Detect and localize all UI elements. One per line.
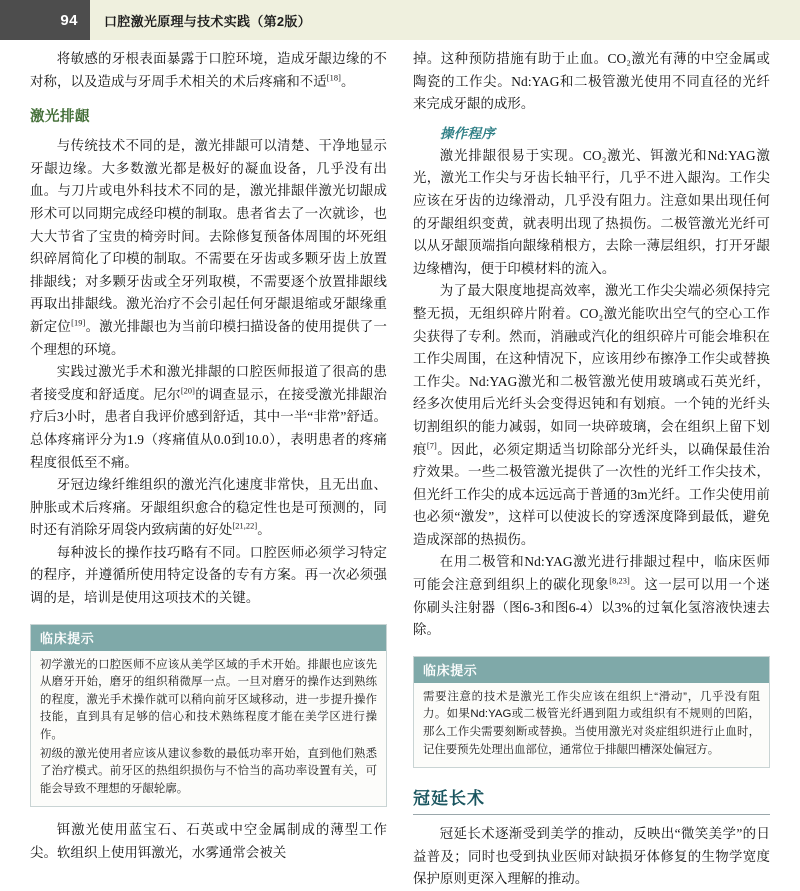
paragraph-text: 将敏感的牙根表面暴露于口腔环境，造成牙龈边缘的不对称，以及造成与牙周手术相关的术后疼痛和不适 (30, 51, 387, 89)
paragraph (30, 48, 387, 93)
clinical-tip-paragraph: 初级的激光使用者应该从建议参数的最低功率开始，直到他们熟悉了治疗模式。前牙区的热组织损伤与不恰当的高功率设置有关，可能会导致不理想的牙龈轮廓。 (40, 747, 377, 795)
paragraph (30, 474, 387, 542)
reference-marker: [7] (426, 441, 437, 451)
page-number-block (0, 0, 90, 40)
paragraph: 冠延长术逐渐受到美学的推动，反映出“微笑美学”的日益普及；同时也受到执业医师对缺损牙体修复的生物学宽度保护原则更深入理解的推动。 (413, 826, 770, 887)
paragraph-tail: 。激光排龈也为当前印模扫描设备的使用提供了一个理想的环境。 (30, 318, 387, 357)
paragraph-tail: 的调查显示，在接受激光排龈治疗后3小时，患者自我评价感到舒适，其中一半“非常”舒适。总体疼痛评分为1.9（疼痛值从0.0到10.0），表明患者的疼痛程度很低至不痛。 (30, 386, 387, 470)
paragraph (413, 280, 770, 551)
reference-marker: [20] (180, 386, 196, 396)
clinical-tip-box (413, 656, 770, 768)
page-columns (0, 48, 800, 887)
clinical-tip-body (31, 651, 386, 807)
paragraph-text: 实践过激光手术和激光排龈的口腔医师报道了很高的患者接受度和舒适度。尼尔 (30, 364, 387, 402)
page-number: 94 (60, 11, 78, 29)
paragraph: 激光排龈很易于实现。CO₂激光、铒激光和Nd:YAG激光，激光工作尖与牙齿长轴平行，几乎不进入龈沟。工作尖应该在牙齿的边缘滑动，几乎没有阻力。注意如果出现任何的牙龈组织变黄，就表明出现了热损伤。二极管激光光纤可以从牙龈顶端指向龈缘稍根方，去除一薄层组织，打开牙龈边缘槽沟，便于印模材料的流入。 (413, 147, 770, 276)
paragraph-tail: 。这一层可以用一个迷你刷头注射器（图6-3和图6-4）以3%的过氧化氢溶液快速去除。 (413, 577, 770, 638)
right-column (413, 48, 770, 887)
reference-marker: [19] (71, 318, 86, 328)
paragraph: 掉。这种预防措施有助于止血。CO₂激光有薄的中空金属或陶瓷的工作尖。Nd:YAG和二极管激光使用不同直径的光纤来完成牙龈的成形。 (413, 51, 770, 112)
section-heading-crown-lengthening: 冠延长术 (413, 789, 485, 809)
subsection-heading-procedure: 操作程序 (440, 125, 496, 141)
page-header (0, 0, 800, 40)
reference-marker: [18] (326, 73, 342, 83)
clinical-tip-body (414, 683, 769, 767)
reference-marker: [21,22] (232, 521, 258, 531)
paragraph-tail: 。因此，必须定期适当切除部分光纤头，以确保最佳治疗效果。一些二极管激光提供了一次性的光纤工作尖技术，但光纤工作尖的成本远远高于普通的3m光纤。工作尖使用前也必须“激发”，这样可以使波长的穿透深度降到最低，避免造成深部的热损伤。 (413, 441, 770, 547)
paragraph (413, 551, 770, 641)
heading-divider (413, 814, 770, 815)
paragraph-text: 牙冠边缘纤维组织的激光汽化速度非常快，且无出血、肿胀或术后疼痛。牙龈组织愈合的稳定性也是可预测的，同时还有消除牙周袋内致病菌的好处 (30, 477, 387, 538)
paragraph (30, 361, 387, 474)
paragraph: 铒激光使用蓝宝石、石英或中空金属制成的薄型工作尖。软组织上使用铒激光，水雾通常会被关 (30, 822, 387, 860)
book-title-banner (90, 0, 800, 40)
clinical-tip-box (30, 624, 387, 808)
paragraph-text: 为了最大限度地提高效率，激光工作尖尖端必须保持完整无损，无组织碎片附着。CO₂激光能吹出空气的空心工作尖获得了专利。然而，消融或汽化的组织碎片可能会堆积在工作尖周围，在这种情况下，应该用纱布擦净工作尖或替换工作尖。Nd:YAG激光和二极管激光使用玻璃或石英光纤，经多次使用后光纤头会变得迟钝和有划痕。一个钝的光纤头切割组织的能力减弱，如同一块碎玻璃，会在组织上留下划痕 (413, 283, 770, 457)
paragraph-text: 与传统技术不同的是，激光排龈可以清楚、干净地显示牙龈边缘。大多数激光都是极好的凝血设备，几乎没有出血。与刀片或电外科技术不同的是，激光排龈伴激光切龈成形术可以同期完成经印模的制取。患者省去了一次就诊，也大大节省了宝贵的椅旁时间。去除修复预备体周围的坏死组织碎屑简化了印模的制取。不需要在牙齿或多颗牙齿上放置排龈线；对多颗牙齿或全牙列取模，不需要逐个放置排龈线再取出排龈线。激光治疗不会引起任何牙龈退缩或牙龈缘重新定位 (30, 138, 387, 334)
paragraph-tail: 。 (341, 73, 355, 89)
clinical-tip-title: 临床提示 (31, 625, 386, 651)
left-column (30, 48, 387, 860)
reference-marker: [8,23] (609, 576, 630, 586)
clinical-tip-title: 临床提示 (414, 657, 769, 683)
paragraph: 每种波长的操作技巧略有不同。口腔医师必须学习特定的程序，并遵循所使用特定设备的专有方案。再一次必须强调的是，培训是使用这项技术的关键。 (30, 544, 387, 606)
paragraph (30, 135, 387, 361)
section-heading-laser-retraction: 激光排龈 (30, 109, 90, 126)
book-title: 口腔激光原理与技术实践（第2版） (104, 13, 312, 29)
paragraph-text: 在用二极管和Nd:YAG激光进行排龈过程中，临床医师可能会注意到组织上的碳化现象 (413, 554, 770, 593)
clinical-tip-paragraph: 需要注意的技术是激光工作尖应该在组织上“滑动”，几乎没有阻力。如果Nd:YAG或二极管光纤遇到阻力或组织有不规则的凹陷，那么工作尖需要刻断或替换。当使用激光对炎症组织进行止血时，记住要预先处理出血部位，通常位于排龈凹槽深处偏冠方。 (423, 690, 760, 756)
paragraph-tail: 。 (257, 522, 271, 538)
clinical-tip-paragraph: 初学激光的口腔医师不应该从美学区域的手术开始。排龈也应该先从磨牙开始，磨牙的组织稍微厚一点。一旦对磨牙的操作达到熟练的程度，激光手术操作就可以稍向前牙区域移动，进一步提升操作技能，直到具有足够的信心和技术熟练程度才能在美学区进行操作。 (40, 658, 377, 742)
